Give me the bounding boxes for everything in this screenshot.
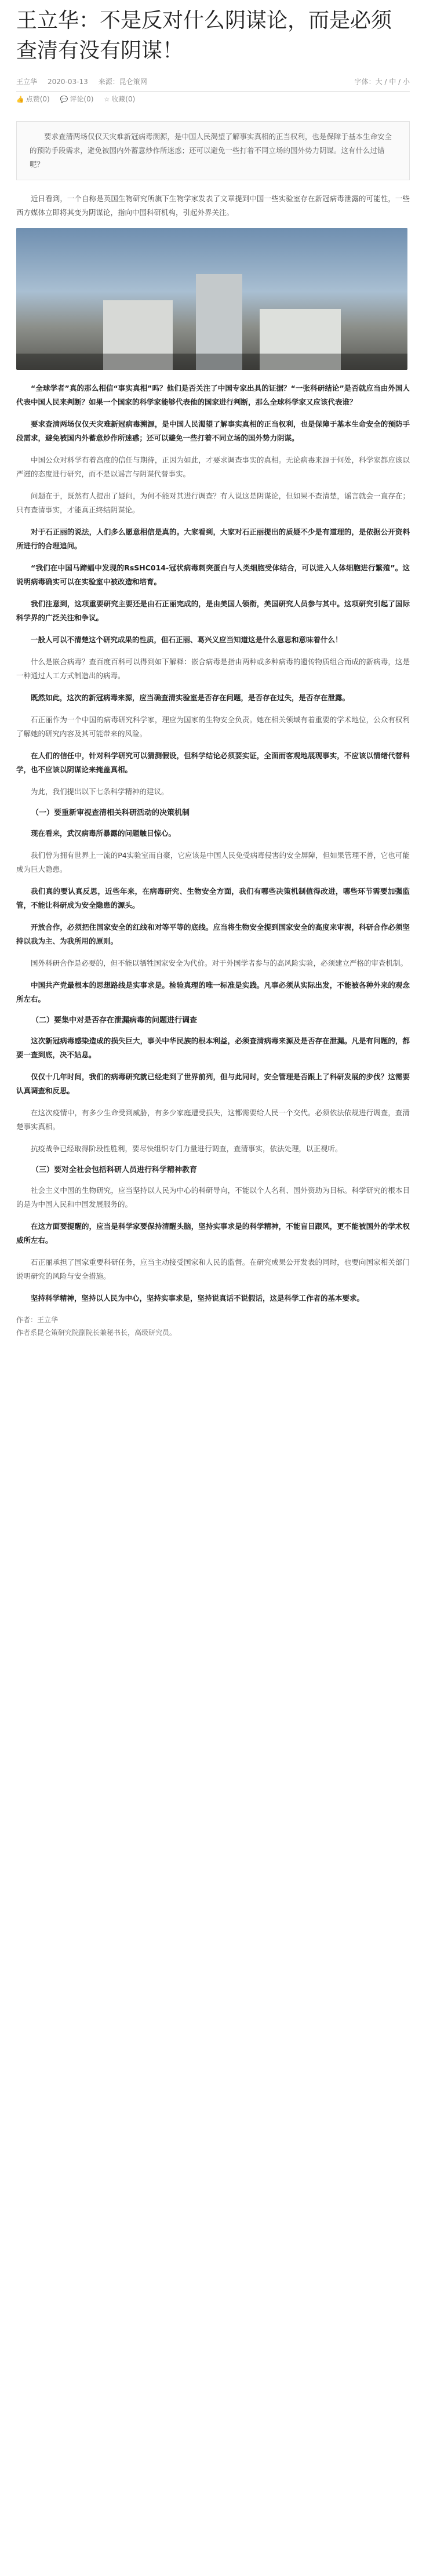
article-summary: 要求查清两场仅仅天灾难新冠病毒溯源，是中国人民渴望了解事实真相的正当权利，也是保障于基本生命安全的预防手段需求，避免被国内外蓄意炒作所迷惑；还可以避免一些打着不同立场的国外势力阴谋。这有什么过错呢？ [16, 121, 410, 180]
like-count: 点赞(0) [26, 95, 50, 103]
paragraph: 什么是嵌合病毒？查百度百科可以得到如下解释：嵌合病毒是指由两种或多种病毒的遗传物质组合而成的新病毒，这是一种通过人工方式制造出的病毒。 [16, 657, 410, 680]
paragraph: 要求查清两场仅仅天灾难新冠病毒溯源，是中国人民渴望了解事实真相的正当权利，也是保障于基本生命安全的预防手段需求，避免被国内外蓄意炒作所迷惑；还可以避免一些打着不同立场的国外势力阴谋。 [16, 420, 410, 442]
paragraph: 抗疫战争已经取得阶段性胜利，要尽快组织专门力量进行调查，查清事实，依法处理，以正视听。 [31, 1144, 343, 1153]
section-heading: （三）要对全社会包括科研人员进行科学精神教育 [31, 1166, 198, 1174]
section-heading: （一）要重新审视查清相关科研活动的决策机制 [31, 809, 190, 817]
comment-button[interactable] [60, 94, 94, 104]
paragraph: 在这次疫情中，有多少生命受到威胁，有多少家庭遭受损失，这都需要给人民一个交代。必须依法依规进行调查，查清楚事实真相。 [16, 1108, 410, 1131]
author-name: 王立华 [16, 78, 38, 86]
article-source: 来源：昆仑策网 [98, 78, 147, 86]
section-heading: （二）要集中对是否存在泄漏病毒的问题进行调查 [31, 1016, 198, 1025]
article-image [16, 228, 407, 370]
article-title: 王立华：不是反对什么阴谋论，而是必须查清有没有阴谋！ [16, 9, 392, 63]
paragraph: 一般人可以不清楚这个研究成果的性质，但石正丽、葛兴义应当知道这是什么意思和意味着什么！ [31, 635, 343, 644]
article-meta [16, 77, 410, 92]
paragraph: 我们真的要认真反思，近些年来，在病毒研究、生物安全方面，我们有哪些决策机制值得改进，哪些环节需要加强监管，不能让科研成为安全隐患的源头。 [16, 887, 410, 909]
paragraph: 坚持科学精神，坚持以人民为中心，坚持实事求是，坚持说真话不说假话，这是科学工作者的基本要求。 [31, 1294, 365, 1302]
paragraph: 在人们的信任中，针对科学研究可以猜测假设，但科学结论必须要实证，全面而客观地展现事实，不应该以情绪代替科学，也不应该以阴谋论来掩盖真相。 [16, 751, 410, 774]
paragraph: 为此，我们提出以下七条科学精神的建议。 [31, 787, 169, 796]
author-note: 作者系昆仑策研究院副院长兼秘书长，高级研究员。 [16, 1329, 177, 1337]
paragraph: 中国共产党最根本的思想路线是实事求是。检验真理的唯一标准是实践。凡事必须从实际出发，不能被各种外来的观念所左右。 [16, 981, 410, 1003]
paragraph: 在这方面要提醒的，应当是科学家要保持清醒头脑，坚持实事求是的科学精神，不能盲目跟风，更不能被国外的学术权威所左右。 [16, 1222, 410, 1245]
paragraph: 仅仅十几年时间，我们的病毒研究就已经走到了世界前列，但与此同时，安全管理是否跟上了科研发展的步伐？这需要认真调查和反思。 [16, 1072, 410, 1095]
star-icon: ☆ [104, 96, 110, 103]
paragraph: 石正丽承担了国家重要科研任务，应当主动接受国家和人民的监督。在研究成果公开发表的同时，也要向国家相关部门说明研究的风险与安全措施。 [16, 1258, 410, 1280]
paragraph: 近日看到，一个自称是英国生物研究所旗下生物学家发表了文章提到中国一些实验室存在新冠病毒泄露的可能性，一些西方媒体立即将其变为阴谋论，指向中国科研机构，引起外界关注。 [16, 194, 410, 217]
comment-icon: 💬 [60, 96, 68, 103]
paragraph: 我们曾为拥有世界上一流的P4实验室而自豪，它应该是中国人民免受病毒侵害的安全屏障，但如果管理不善，它也可能成为巨大隐患。 [16, 851, 410, 874]
like-button[interactable] [16, 94, 50, 104]
forward-count: 收藏(0) [111, 95, 136, 103]
paragraph: 对于石正丽的说法，人们多么愿意相信是真的。大家看到，大家对石正丽提出的质疑不少是有道理的，是依据公开资料所进行的合理追问。 [16, 527, 410, 550]
image-overlay [16, 354, 407, 370]
publish-date: 2020-03-13 [48, 77, 88, 86]
article-footer: 作者：王立华 [16, 1316, 59, 1324]
paragraph: 既然如此，这次的新冠病毒来源，应当确查清实验室是否存在问题，是否存在过失，是否存在泄露。 [31, 693, 350, 702]
paragraph: 中国公众对科学有着高度的信任与期待，正因为如此，才要求调查事实的真相。无论病毒来源于何处，科学家都应该以严谨的态度进行研究，而不是以谣言与阴谋代替事实。 [16, 456, 410, 478]
forward-button[interactable] [104, 94, 135, 104]
paragraph: 问题在于，既然有人提出了疑问，为何不能对其进行调查？有人说这是阴谋论，但如果不查清楚，谣言就会一直存在；只有查清事实，才能真正终结阴谋论。 [16, 492, 410, 514]
paragraph: 社会主义中国的生物研究，应当坚持以人民为中心的科研导向，不能以个人名利、国外资助为目标。科学研究的根本目的是为中国人民和中国发展服务的。 [16, 1186, 410, 1209]
thumbs-up-icon: 👍 [16, 96, 24, 103]
font-size-control[interactable]: 字体：大 / 中 / 小 [354, 78, 410, 86]
paragraph: 石正丽作为一个中国的病毒研究科学家，理应为国家的生物安全负责。她在相关领域有着重要的学术地位，公众有权利了解她的研究内容及其可能带来的风险。 [16, 715, 410, 738]
paragraph: “全球学者”真的那么相信“事实真相”吗？他们是否关注了中国专家出具的证据？“一张科研结论”是否就应当由外国人代表中国人民来判断？如果一个国家的科学家能够代表他的国家进行判断，那么全球科学家又应该代表谁？ [16, 384, 410, 406]
paragraph: 国外科研合作是必要的，但不能以牺牲国家安全为代价。对于外国学者参与的高风险实验，必须建立严格的审查机制。 [31, 959, 408, 967]
article-page [0, 6, 426, 2576]
article-actions [16, 92, 410, 108]
paragraph: 我们注意到，这项重要研究主要还是由石正丽完成的，是由美国人领衔，美国研究人员参与其中。这项研究引起了国际科学界的广泛关注和争议。 [16, 599, 410, 622]
paragraph: 开放合作，必须把住国家安全的红线和对等平等的底线。应当将生物安全提到国家安全的高度来审视，科研合作必须坚持以我为主、为我所用的原则。 [16, 923, 410, 945]
paragraph: “我们在中国马蹄蝠中发现的RsSHC014-冠状病毒刺突蛋白与人类细胞受体结合，可以进入人体细胞进行繁殖”。这说明病毒确实可以在实验室中被改造和培育。 [16, 563, 410, 586]
paragraph: 现在看来，武汉病毒所暴露的问题触目惊心。 [31, 829, 176, 838]
comment-count: 评论(0) [70, 95, 94, 103]
paragraph: 这次新冠病毒感染造成的损失巨大，事关中华民族的根本利益，必须查清病毒来源及是否存在泄漏。凡是有问题的，都要一查到底，决不姑息。 [16, 1036, 410, 1059]
